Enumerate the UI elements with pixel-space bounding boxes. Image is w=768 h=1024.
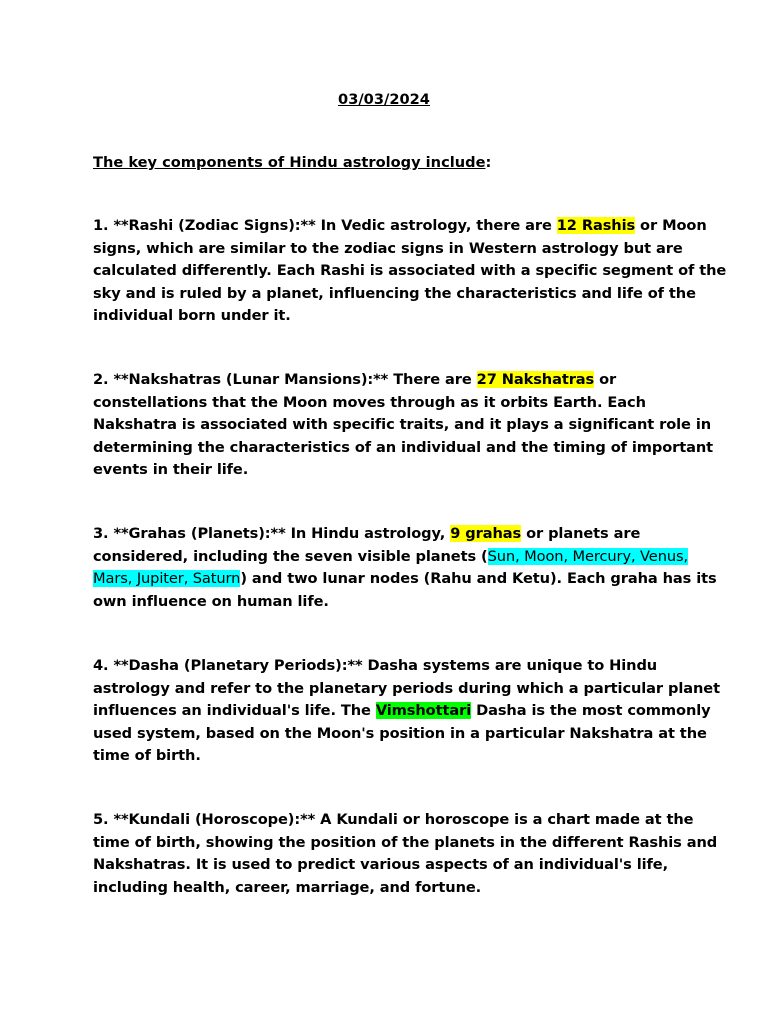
paragraph-line: [93, 678, 720, 701]
paragraph-rashi: [93, 215, 727, 328]
paragraph-line: [93, 305, 683, 328]
section-heading-colon: :: [485, 154, 492, 171]
text-segment: influences an individual's life. The: [93, 702, 376, 720]
text-segment: including health, career, marriage, and fortune.: [93, 878, 482, 896]
paragraph-line: [93, 437, 714, 460]
paragraph-line: [93, 700, 711, 723]
highlighted-text-cyan: Mars, Jupiter, Saturn: [93, 570, 241, 588]
paragraph-line: [93, 723, 707, 746]
text-segment: 2. **Nakshatras (Lunar Mansions):** There are: [93, 371, 477, 388]
text-segment: own influence on human life.: [93, 592, 329, 610]
text-segment: astrology and refer to the planetary periods during which a particular planet: [93, 679, 720, 697]
paragraph-line: [93, 546, 689, 569]
paragraph-line: [93, 655, 683, 678]
text-segment: 4. **Dasha (Planetary Periods):** Dasha systems are unique to Hindu: [93, 657, 658, 674]
highlighted-text-yellow: 27 Nakshatras: [476, 371, 595, 388]
paragraph-line: [93, 854, 683, 877]
paragraph-line: [93, 809, 694, 832]
text-segment: events in their life.: [93, 461, 249, 479]
text-segment: Nakshatras. It is used to predict various aspects of an individual's life,: [93, 856, 669, 874]
text-segment: determining the characteristics of an individual and the timing of important: [93, 438, 714, 456]
text-segment: ) and two lunar nodes (Rahu and Ketu). Each graha has its: [240, 570, 717, 588]
text-segment: signs, which are similar to the zodiac signs in Western astrology but are: [93, 239, 683, 257]
text-segment: or: [594, 371, 617, 388]
paragraph-line: [93, 745, 683, 768]
text-segment: considered, including the seven visible planets (: [93, 547, 488, 565]
text-segment: 1. **Rashi (Zodiac Signs):** In Vedic astrology, there are: [93, 217, 557, 234]
paragraph-line: [93, 523, 683, 546]
section-heading: [93, 152, 491, 174]
highlighted-text-cyan: Sun, Moon, Mercury, Venus,: [487, 547, 689, 565]
paragraph-grahas: [93, 523, 717, 613]
paragraph-kundali: [93, 809, 718, 899]
paragraph-line: [93, 260, 727, 283]
highlighted-text-yellow: 12 Rashis: [556, 217, 636, 234]
highlighted-text-green: Vimshottari: [375, 702, 472, 720]
paragraph-line: [93, 459, 683, 482]
paragraph-line: [93, 238, 683, 261]
text-segment: or planets are: [521, 525, 641, 542]
paragraph-line: [93, 392, 683, 415]
text-segment: sky and is ruled by a planet, influencing the characteristics and life of the: [93, 284, 696, 302]
paragraph-line: [93, 877, 683, 900]
highlighted-text-yellow: 9 grahas: [450, 525, 522, 542]
text-segment: calculated differently. Each Rashi is associated with a specific segment of the: [93, 262, 727, 280]
paragraph-nakshatras: [93, 369, 714, 482]
text-segment: individual born under it.: [93, 307, 291, 325]
text-segment: or Moon: [635, 217, 707, 234]
paragraph-line: [93, 591, 683, 614]
document-date: 03/03/2024: [338, 91, 430, 108]
text-segment: time of birth, showing the position of the planets in the different Rashis and: [93, 833, 718, 851]
paragraph-line: [93, 832, 718, 855]
paragraph-line: [93, 369, 683, 392]
paragraph-line: [93, 215, 707, 238]
section-heading-text: The key components of Hindu astrology include: [93, 154, 486, 171]
text-segment: Dasha is the most commonly: [471, 702, 711, 720]
text-segment: 5. **Kundali (Horoscope):** A Kundali or horoscope is a chart made at the: [93, 811, 694, 828]
text-segment: Nakshatra is associated with specific traits, and it plays a significant role in: [93, 416, 712, 434]
paragraph-line: [93, 568, 717, 591]
text-segment: time of birth.: [93, 747, 201, 765]
text-segment: constellations that the Moon moves through as it orbits Earth. Each: [93, 393, 646, 411]
paragraph-line: [93, 283, 696, 306]
text-segment: 3. **Grahas (Planets):** In Hindu astrology,: [93, 525, 451, 542]
paragraph-dasha: [93, 655, 720, 768]
paragraph-line: [93, 414, 712, 437]
text-segment: used system, based on the Moon's position in a particular Nakshatra at the: [93, 724, 707, 742]
